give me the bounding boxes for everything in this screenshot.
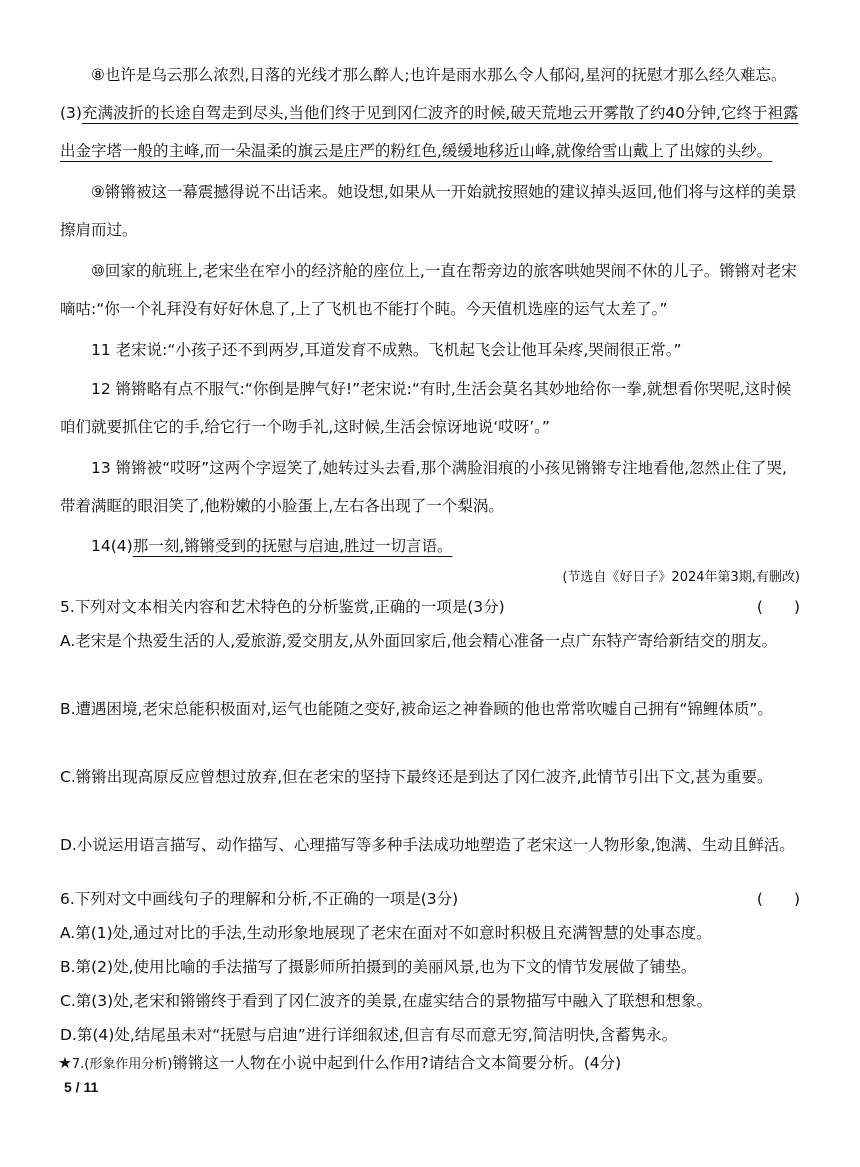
question-5-option-c: C.锵锵出现高原反应曾想过放弃,但在老宋的坚持下最终还是到达了冈仁波齐,此情节引出下文,甚为重要。 — [60, 768, 773, 786]
paragraph-9: ⑨锵锵被这一幕震撼得说不出话来。她设想,如果从一开始就按照她的建议掉头返回,他们将与这样的美景擦肩而过。 — [60, 183, 797, 239]
question-7-tag: 7.(形象作用分析) — [71, 1057, 173, 1072]
question-6-option-d: D.第(4)处,结尾虽未对“抚慰与启迪”进行详细叙述,但言有尽而意无穷,简洁明快,含蓄隽永。 — [60, 1026, 678, 1044]
question-6-answer-blank[interactable]: ( ) — [756, 890, 800, 908]
paragraph-10: ⑩回家的航班上,老宋坐在窄小的经济舱的座位上,一直在帮旁边的旅客哄她哭闹不休的儿子。锵锵对老宋嘀咕:“你一个礼拜没有好好休息了,上了飞机也不能打个盹。今天值机选座的运气太差了。” — [60, 262, 797, 318]
question-5-option-d: D.小说运用语言描写、动作描写、心理描写等多种手法成功地塑造了老宋这一人物形象,饱满、生动且鲜活。 — [60, 836, 795, 854]
question-6-stem: 6.下列对文中画线句子的理解和分析,不正确的一项是(3分) — [60, 890, 459, 908]
paragraph-8-text: ⑧也许是乌云那么浓烈,日落的光线才那么醉人;也许是雨水那么令人郁闷,星河的抚慰才那么经久难忘。(3) — [60, 66, 787, 122]
question-6-option-b: B.第(2)处,使用比喻的手法描写了摄影师所拍摄到的美丽风景,也为下文的情节发展做了铺垫。 — [60, 958, 697, 976]
paragraph-13: 13 锵锵被“哎呀”这两个字逗笑了,她转过头去看,那个满脸泪痕的小孩见锵锵专注地看他,忽然止住了哭,带着满眶的眼泪笑了,他粉嫩的小脸蛋上,左右各出现了一个梨涡。 — [60, 459, 787, 515]
question-6-option-a: A.第(1)处,通过对比的手法,生动形象地展现了老宋在面对不如意时积极且充满智慧的处事态度。 — [60, 924, 712, 942]
paragraph-11: 11 老宋说:“小孩子还不到两岁,耳道发育不成熟。飞机起飞会让他耳朵疼,哭闹很正常。” — [91, 341, 682, 359]
question-5-stem: 5.下列对文本相关内容和艺术特色的分析鉴赏,正确的一项是(3分) — [60, 598, 505, 616]
question-7-text: 锵锵这一人物在小说中起到什么作用?请结合文本简要分析。(4分) — [172, 1054, 622, 1072]
question-6-option-c: C.第(3)处,老宋和锵锵终于看到了冈仁波齐的美景,在虚实结合的景物描写中融入了联想和想象。 — [60, 992, 713, 1010]
question-5-option-a: A.老宋是个热爱生活的人,爱旅游,爱交朋友,从外面回家后,他会精心准备一点广东特产寄给新结交的朋友。 — [60, 632, 777, 650]
paragraph-8 — [60, 56, 800, 170]
question-5-answer-blank[interactable]: ( ) — [756, 598, 800, 616]
question-5-option-b: B.遭遇困境,老宋总能积极面对,运气也能随之变好,被命运之神眷顾的他也常常吹嘘自己拥有“锦鲤体质”。 — [60, 700, 773, 718]
paragraph-14 — [60, 527, 800, 565]
star-icon: ★ — [58, 1054, 72, 1072]
page-number: 5 / 11 — [64, 1079, 99, 1095]
question-7 — [58, 1046, 798, 1082]
paragraph-12: 12 锵锵略有点不服气:“你倒是脾气好!”老宋说:“有时,生活会莫名其妙地给你一拳,就想看你哭呢,这时候咱们就要抓住它的手,给它行一个吻手礼,这时候,生活会惊讶地说‘哎呀’。” — [60, 380, 792, 436]
underlined-sentence-3: 充满波折的长途自驾走到尽头,当他们终于见到冈仁波齐的时候,破天荒地云开雾散了约40分钟,它终于袒露出金字塔一般的主峰,而一朵温柔的旗云是庄严的粉红色,缓缓地移近山峰,就像给雪山戴上了出嫁的头纱。 — [60, 104, 799, 160]
underlined-sentence-4: 那一刻,锵锵受到的抚慰与启迪,胜过一切言语。 — [132, 537, 453, 555]
paragraph-14-number: 14(4) — [91, 537, 133, 555]
source-note: (节选自《好日子》2024年第3期,有删改) — [562, 570, 800, 585]
